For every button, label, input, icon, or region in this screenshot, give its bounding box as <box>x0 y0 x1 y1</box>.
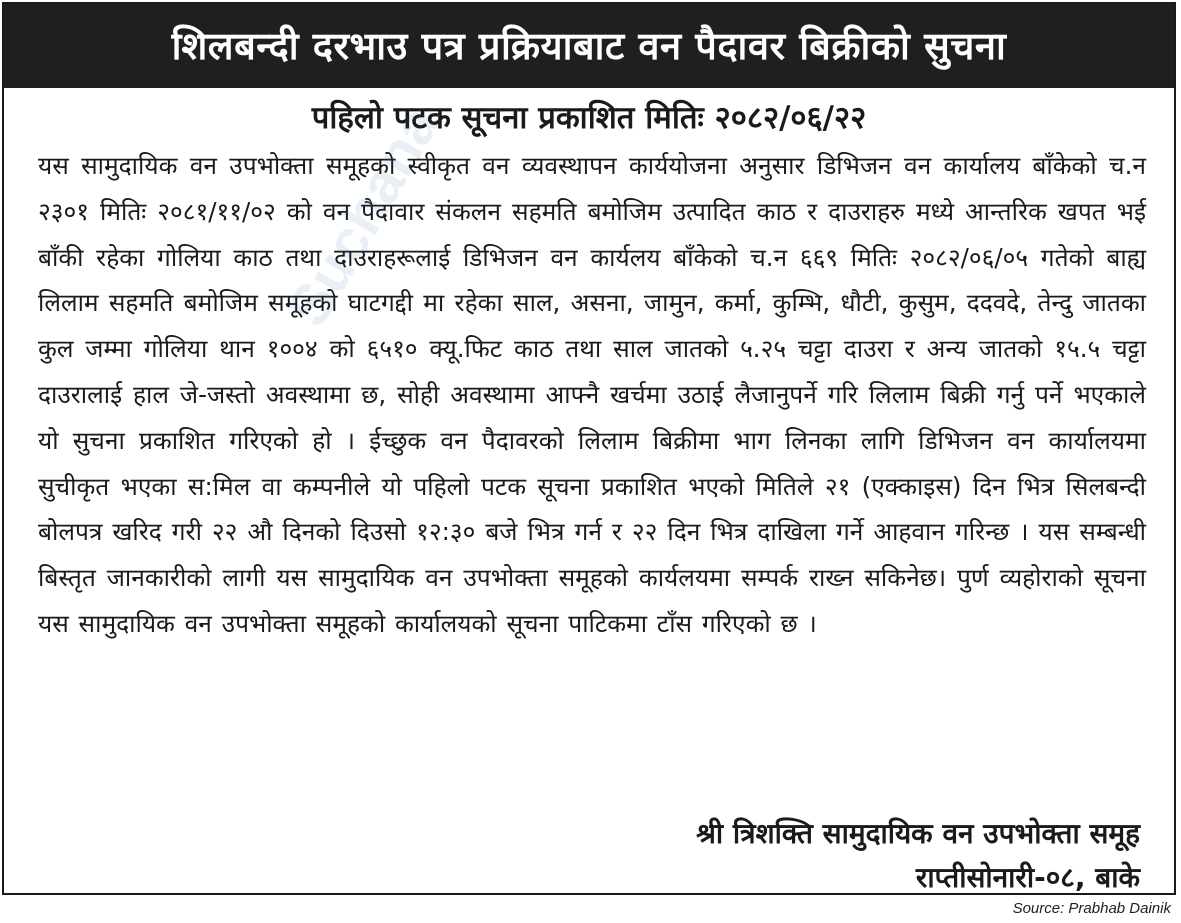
signature-organization: श्री त्रिशक्ति सामुदायिक वन उपभोक्ता समूह <box>696 817 1140 850</box>
publication-date-heading: पहिलो पटक सूचना प्रकाशित मितिः २०८२/०६/२२ <box>311 100 867 136</box>
signature-address: राप्तीसोनारी-०८, बाके <box>915 861 1140 894</box>
notice-title: शिलबन्दी दरभाउ पत्र प्रक्रियाबाट वन पैदावर बिक्रीको सुचना <box>171 24 1007 68</box>
header-bar <box>4 4 1174 88</box>
notice-body: यस सामुदायिक वन उपभोक्ता समूहको स्वीकृत वन व्यवस्थापन कार्ययोजना अनुसार डिभिजन वन कार्यालय बाँकेको च.न २३०१ मितिः २०८१/११/०२ को वन पैदावार संकलन सहमति बमोजिम उत्पादित काठ र दाउराहरु मध्ये आन्तरिक खपत भई बाँकी रहेका गोलिया काठ तथा दाउराहरूलाई डिभिजन वन कार्यलय बाँकेको च.न ६६९ मितिः २०८२/०६/०५ गतेको बाह्य लिलाम सहमति बमोजिम समूहको घाटगद्दी मा रहेका साल, असना, जामुन, कर्मा, कुम्भि, धौटी, कुसुम, ददवदे, तेन्दु जातका कुल जम्मा गोलिया थान १००४ को ६५१० क्यू.फिट काठ तथा साल जातको ५.२५ चट्टा दाउरा र अन्य जातको १५.५ चट्टा दाउरालाई हाल जे-जस्तो अवस्थामा छ, सोही अवस्थामा आफ्नै खर्चमा उठाई लैजानुपर्ने गरि लिलाम बिक्री गर्नु पर्ने भएकाले यो सुचना प्रकाशित गरिएको हो । ईच्छुक वन पैदावरको लिलाम बिक्रीमा भाग लिनका लागि डिभिजन वन कार्यालयमा सुचीकृत भएका स:मिल वा कम्पनीले यो पहिलो पटक सूचना प्रकाशित भएको मितिले २१ (एक्काइस) दिन भित्र सिलबन्दी बोलपत्र खरिद गरी २२ औ दिनको दिउसो १२:३० बजे भित्र गर्न र २२ दिन भित्र दाखिला गर्ने आहवान गरिन्छ । यस सम्बन्धी बिस्तृत जानकारीको लागी यस सामुदायिक वन उपभोक्ता समूहको कार्यलयमा सम्पर्क राख्न सकिनेछ। पुर्ण व्यहोराको सूचना यस सामुदायिक वन उपभोक्ता समूहको कार्यालयको सूचना पाटिकमा टाँस गरिएको छ । <box>38 151 1146 638</box>
notice-frame <box>2 2 1176 895</box>
signature-block <box>696 812 1140 900</box>
source-credit: Source: Prabhab Dainik <box>1012 900 1171 917</box>
watermark: Suchana <box>274 95 453 337</box>
